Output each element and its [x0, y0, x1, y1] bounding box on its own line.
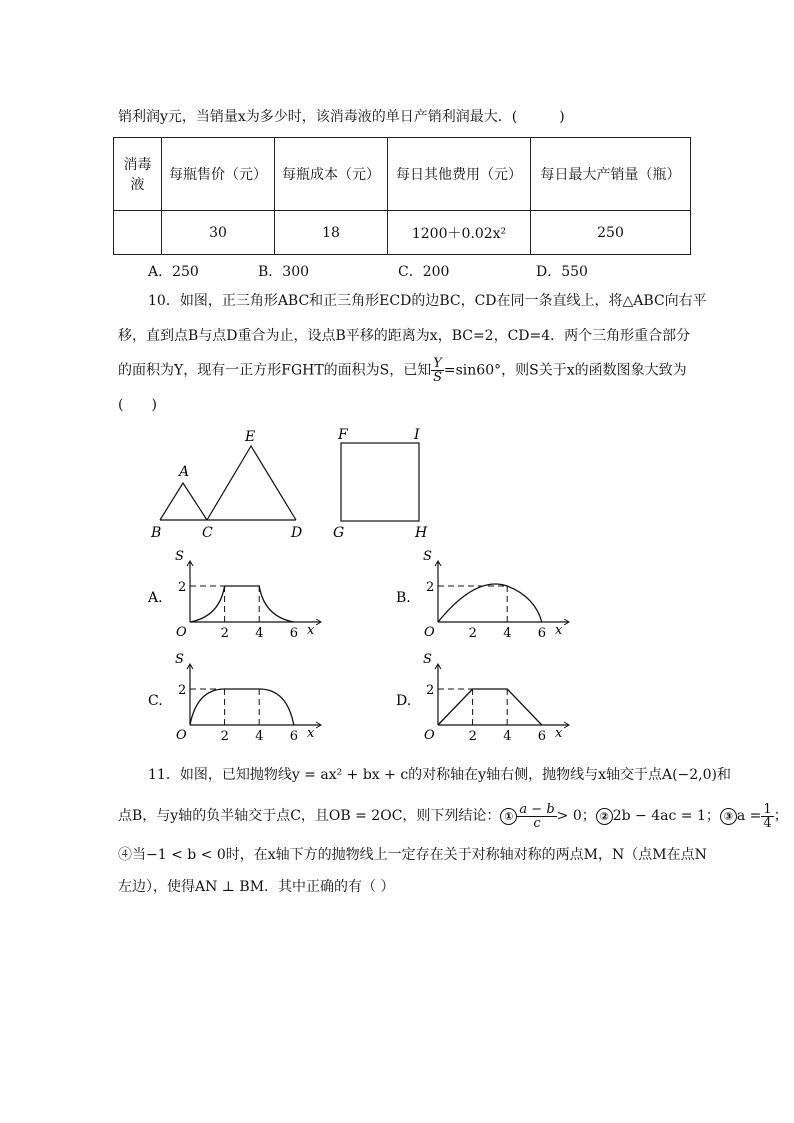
q10-line3: 的面积为Y，现有一正方形FGHT的面积为S，已知 $\frac{Y}{S}$ =sin60°，则S关于x的函数图象大致为	[118, 356, 687, 385]
q9-option-c[interactable]: C．200	[398, 264, 450, 280]
y-tick-label: 2	[426, 580, 435, 595]
x-axis-label: x	[307, 726, 315, 741]
x-tick-label: 4	[503, 729, 512, 744]
value-cell: 1200＋0.02x²	[388, 211, 531, 255]
x-tick-label: 2	[220, 729, 229, 744]
header-cell: 消毒 液	[114, 138, 162, 211]
q11-line2: 点B，与y轴的负半轴交于点C，且OB = 2OC，则下列结论： ① $\frac{a - b}{c}$ > 0； ② 2b − 4ac = 1； ③ a = $\frac{1}{4}$ ；	[118, 801, 788, 831]
graph-curve	[190, 689, 294, 725]
graph-curve	[190, 586, 294, 622]
x-tick-label: 4	[503, 626, 512, 641]
y-tick-label: 2	[426, 683, 435, 698]
circle-2-icon: ②	[596, 808, 613, 825]
label-c: C	[202, 525, 213, 541]
header-cell: 每日其他费用（元）	[388, 138, 531, 211]
label-b: B	[151, 525, 162, 541]
x-axis-label: x	[307, 623, 315, 638]
value-cell: 30	[162, 211, 275, 255]
circle-3-icon: ③	[720, 808, 737, 825]
header-cell: 每瓶售价（元）	[162, 138, 275, 211]
x-tick-label: 6	[537, 729, 547, 744]
q9-option-b[interactable]: B．300	[258, 264, 310, 280]
y-axis-label: S	[423, 652, 432, 667]
graph-option-c-label: C.	[148, 693, 163, 709]
x-axis-label: x	[555, 726, 563, 741]
q10-line1: 10．如图，正三角形ABC和正三角形ECD的边BC，CD在同一条直线上，将△ABC向右平	[148, 293, 707, 309]
y-axis-label: S	[175, 652, 184, 667]
graph-option-d-label: D.	[396, 693, 412, 709]
q10-line2: 移，直到点B与点D重合为止，设点B平移的距离为x，BC=2，CD=4．两个三角形重合部分	[118, 328, 691, 344]
label-i: I	[414, 427, 420, 443]
x-tick-label: 2	[220, 626, 229, 641]
header-cell: 每日最大产销量（瓶）	[531, 138, 691, 211]
x-tick-label: 2	[468, 626, 477, 641]
label-d: D	[291, 525, 303, 541]
origin-label: O	[176, 728, 187, 743]
x-tick-label: 6	[537, 626, 547, 641]
q9-intro: 销利润y元，当销量x为多少时，该消毒液的单日产销利润最大．( )	[118, 109, 565, 125]
value-cell: 18	[275, 211, 388, 255]
x-tick-label: 6	[289, 729, 299, 744]
x-tick-label: 6	[289, 626, 299, 641]
y-tick-label: 2	[178, 580, 187, 595]
q11-line1: 11．如图，已知抛物线y = ax² + bx + c的对称轴在y轴右侧，抛物线与x轴交于点A(−2,0)和	[148, 767, 732, 783]
origin-label: O	[424, 728, 435, 743]
x-tick-label: 4	[255, 729, 264, 744]
q11-line3: ④当−1 < b < 0时，在x轴下方的抛物线上一定存在关于对称轴对称的两点M，N（点M在点N	[118, 847, 707, 863]
header-cell: 每瓶成本（元）	[275, 138, 388, 211]
graph-option-a-label: A.	[148, 590, 163, 606]
y-axis-label: S	[423, 549, 432, 564]
label-g: G	[333, 525, 345, 541]
graph-curve	[438, 689, 542, 725]
x-tick-label: 4	[255, 626, 264, 641]
q9-option-d[interactable]: D．550	[536, 264, 588, 280]
graph-option-b-label: B.	[396, 590, 411, 606]
q11-frac-3: $\frac{1}{4}$	[763, 801, 772, 831]
value-cell: 250	[531, 211, 691, 255]
origin-label: O	[424, 625, 435, 640]
q11-frac-1: $\frac{a - b}{c}$	[519, 801, 555, 831]
label-a: A	[179, 464, 190, 480]
origin-label: O	[176, 625, 187, 640]
x-tick-label: 2	[468, 729, 477, 744]
y-tick-label: 2	[178, 683, 187, 698]
q11-line4: 左边），使得AN ⊥ BM．其中正确的有（ ）	[118, 879, 395, 895]
q9-option-a[interactable]: A．250	[148, 264, 199, 280]
circle-1-icon: ①	[500, 808, 517, 825]
label-h: H	[415, 525, 428, 541]
q10-fraction: $\frac{Y}{S}$	[433, 356, 443, 385]
graph-curve	[438, 584, 542, 622]
q10-line4: ( )	[118, 397, 157, 413]
label-f: F	[338, 427, 348, 443]
y-axis-label: S	[175, 549, 184, 564]
x-axis-label: x	[555, 623, 563, 638]
label-e: E	[245, 429, 256, 445]
